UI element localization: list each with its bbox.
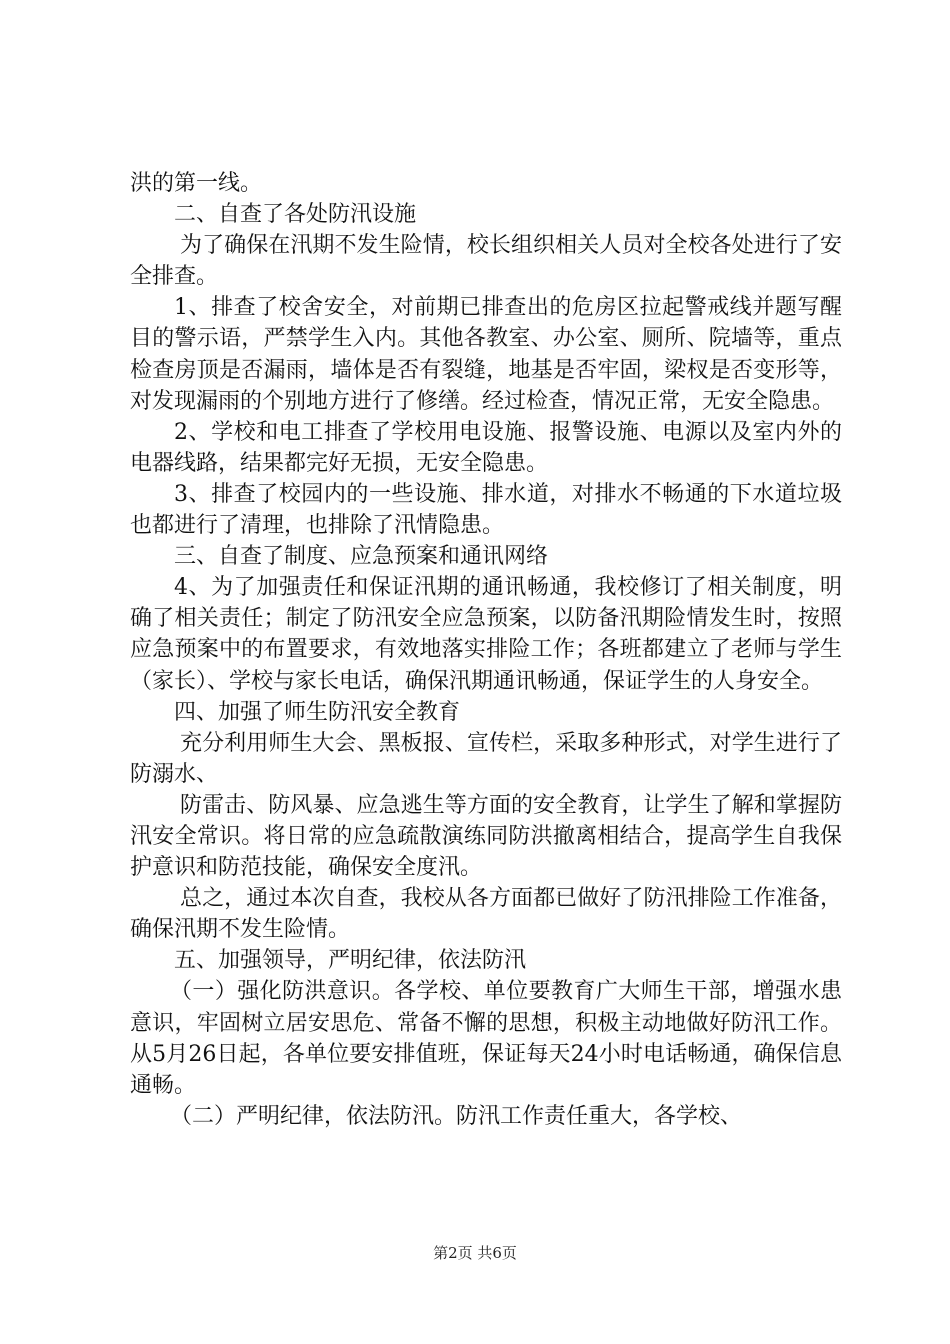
paragraph: 二、自查了各处防汛设施	[174, 202, 417, 228]
document-body	[130, 168, 842, 1132]
paragraph: （一）强化防洪意识。各学校、单位要教育广大师生干部，增强水患意识，牢固树立居安思危、常备不懈的思想，积极主动地做好防汛工作。从5月26日起，各单位要安排值班，保证每天24小时电话畅通，确保信息通畅。	[130, 979, 842, 1098]
paragraph: 4、为了加强责任和保证汛期的通讯畅通，我校修订了相关制度，明确了相关责任；制定了防汛安全应急预案，以防备汛期险情发生时，按照应急预案中的布置要求，有效地落实排险工作；各班都建立了老师与学生（家长）、学校与家长电话，确保汛期通讯畅通，保证学生的人身安全。	[130, 575, 842, 694]
paragraph: 3、排查了校园内的一些设施、排水道，对排水不畅通的下水道垃圾也都进行了清理，也排除了汛情隐患。	[130, 481, 842, 539]
paragraph: 洪的第一线。	[130, 171, 263, 196]
paragraph: （二）严明纪律，依法防汛。防汛工作责任重大，各学校、	[170, 1103, 743, 1129]
paragraph: 三、自查了制度、应急预案和通讯网络	[174, 544, 549, 570]
paragraph: 充分利用师生大会、黑板报、宣传栏，采取多种形式，对学生进行了防溺水、	[130, 730, 842, 787]
paragraph: 五、加强领导，严明纪律，依法防汛	[174, 948, 527, 974]
paragraph: 四、加强了师生防汛安全教育	[174, 699, 461, 725]
paragraph: 2、学校和电工排查了学校用电设施、报警设施、电源以及室内外的电器线路，结果都完好无损，无安全隐患。	[130, 419, 842, 476]
paragraph: 总之，通过本次自查，我校从各方面都已做好了防汛排险工作准备，确保汛期不发生险情。	[130, 886, 842, 943]
page-footer: 第2页 共6页	[433, 1244, 517, 1262]
paragraph: 为了确保在汛期不发生险情，校长组织相关人员对全校各处进行了安全排查。	[130, 233, 842, 290]
paragraph: 防雷击、防风暴、应急逃生等方面的安全教育，让学生了解和掌握防汛安全常识。将日常的应急疏散演练同防洪撤离相结合，提高学生自我保护意识和防范技能，确保安全度汛。	[130, 792, 842, 881]
paragraph: 1、排查了校舍安全，对前期已排查出的危房区拉起警戒线并题写醒目的警示语，严禁学生入内。其他各教室、办公室、厕所、院墙等，重点检查房顶是否漏雨，墙体是否有裂缝，地基是否牢固，梁杈是否变形等，对发现漏雨的个别地方进行了修缮。经过检查，情况正常，无安全隐患。	[130, 295, 842, 414]
